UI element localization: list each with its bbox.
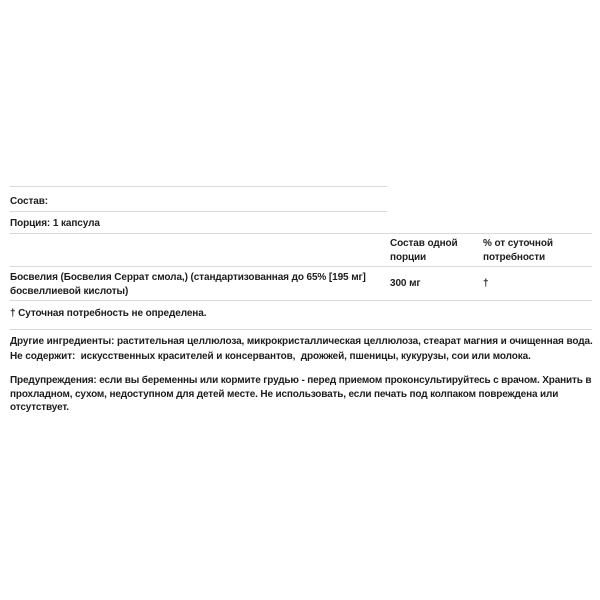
divider-under-footnote (10, 329, 592, 330)
other-ingredients-paragraph: Другие ингредиенты: растительная целлюлоза, микрокристаллическая целлюлоза, стеарат магния и очищенная вода. (10, 336, 593, 347)
divider-under-table-header (10, 266, 592, 267)
composition-title: Состав: (10, 196, 48, 207)
daily-value-footnote: † Суточная потребность не определена. (10, 308, 207, 319)
divider-above-table-header (10, 233, 592, 234)
ingredient-amount: 300 мг (390, 278, 421, 289)
serving-size: Порция: 1 капсула (10, 218, 100, 229)
table-header-daily-value: % от суточной потребности (483, 238, 556, 263)
table-header-amount-per-serving: Состав одной порции (390, 238, 461, 263)
divider-under-composition (10, 211, 387, 212)
warnings-paragraph: Предупреждения: если вы беременны или кормите грудью - перед приемом проконсультируйтесь с врачом. Хранить в прохладном, сухом, недоступном для детей месте. Не использовать, если печать под колпаком повреждена или отсутствует. (10, 375, 595, 413)
divider-under-table-row (10, 300, 592, 301)
does-not-contain-paragraph: Не содержит: искусственных красителей и консервантов, дрожжей, пшеницы, кукурузы, сои или молока. (10, 351, 531, 362)
ingredient-name: Босвелия (Босвелия Серрат смола,) (стандартизованная до 65% [195 мг] босвеллиевой кислоты) (10, 272, 369, 297)
divider-top (10, 186, 387, 187)
ingredient-daily-value: † (483, 278, 489, 289)
